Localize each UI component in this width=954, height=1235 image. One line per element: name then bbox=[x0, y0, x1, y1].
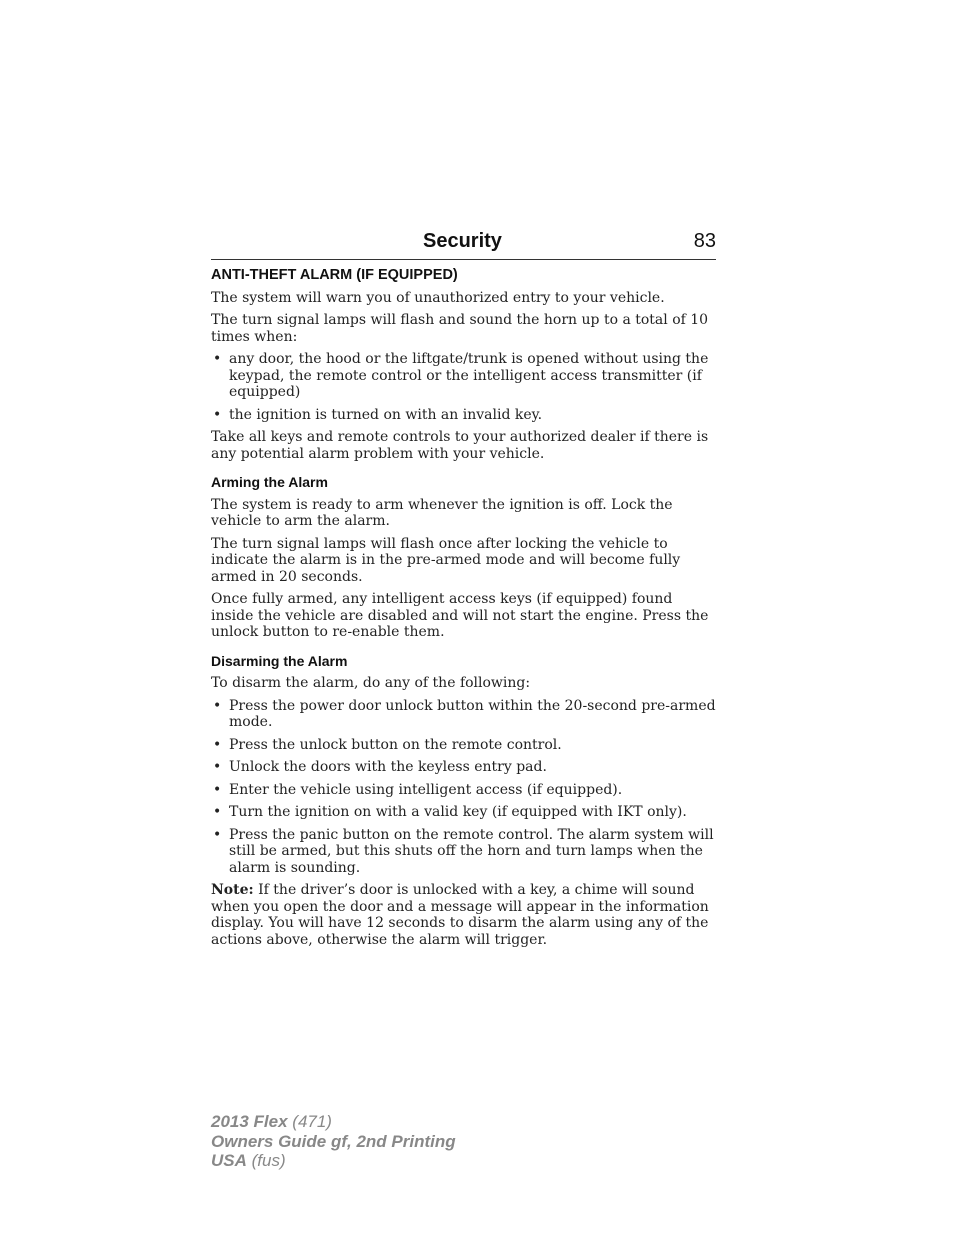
paragraph: To disarm the alarm, do any of the following: bbox=[211, 675, 531, 691]
paragraph: Take all keys and remote controls to your authorized dealer if there is any potential alarm problem with your vehicle. bbox=[211, 429, 709, 462]
note-text: If the driver’s door is unlocked with a key, a chime will sound when you open the door and a message will appear in the information display. You will have 12 seconds to disarm the alarm using any of the actions above, otherwise the alarm will trigger. bbox=[211, 882, 709, 948]
footer-region-code: (fus) bbox=[246, 1151, 286, 1170]
paragraph: The turn signal lamps will flash once after locking the vehicle to indicate the alarm is in the pre-armed mode and will become fully armed in 20 seconds. bbox=[211, 535, 681, 585]
page-title: Security bbox=[423, 230, 502, 252]
list-item: • Press the panic button on the remote control. The alarm system will still be armed, but this shuts off the horn and turn lamps when the alarm is sounding. bbox=[211, 827, 716, 877]
note-paragraph bbox=[211, 882, 716, 948]
main-content bbox=[211, 267, 716, 954]
page-number: 83 bbox=[693, 230, 716, 252]
list-item: • Turn the ignition on with a valid key (if equipped with IKT only). bbox=[211, 804, 716, 821]
bullet-list bbox=[211, 698, 716, 877]
subsection-heading-arming: Arming the Alarm bbox=[211, 474, 328, 490]
list-item: • Press the unlock button on the remote control. bbox=[211, 737, 716, 754]
footer-line-guide: Owners Guide gf, 2nd Printing bbox=[211, 1131, 456, 1151]
list-item: • Enter the vehicle using intelligent access (if equipped). bbox=[211, 782, 716, 799]
list-item: • any door, the hood or the liftgate/trunk is opened without using the keypad, the remote control or the intelligent access transmitter (if equipped) bbox=[211, 351, 716, 401]
footer-line-region bbox=[211, 1151, 456, 1171]
bullet-list bbox=[211, 351, 716, 423]
paragraph: The system is ready to arm whenever the ignition is off. Lock the vehicle to arm the alarm. bbox=[211, 496, 673, 529]
paragraph: The turn signal lamps will flash and sound the horn up to a total of 10 times when: bbox=[211, 312, 709, 345]
footer-model-code: (471) bbox=[287, 1112, 332, 1131]
footer-line-model bbox=[211, 1112, 456, 1132]
note-label: Note: bbox=[211, 882, 254, 898]
paragraph: The system will warn you of unauthorized entry to your vehicle. bbox=[211, 289, 665, 306]
list-item: • Press the power door unlock button within the 20-second pre-armed mode. bbox=[211, 698, 716, 731]
footer-model: 2013 Flex bbox=[211, 1112, 288, 1131]
section-heading: ANTI-THEFT ALARM (IF EQUIPPED) bbox=[211, 267, 458, 283]
footer-region: USA bbox=[211, 1151, 247, 1170]
list-item: • Unlock the doors with the keyless entry pad. bbox=[211, 759, 716, 776]
page-footer bbox=[211, 1112, 456, 1171]
list-item: • the ignition is turned on with an invalid key. bbox=[211, 407, 716, 424]
page-header bbox=[211, 228, 716, 260]
subsection-heading-disarming: Disarming the Alarm bbox=[211, 652, 348, 669]
paragraph: Once fully armed, any intelligent access keys (if equipped) found inside the vehicle are disabled and will not start the engine. Press the unlock button to re-enable them. bbox=[211, 591, 709, 640]
